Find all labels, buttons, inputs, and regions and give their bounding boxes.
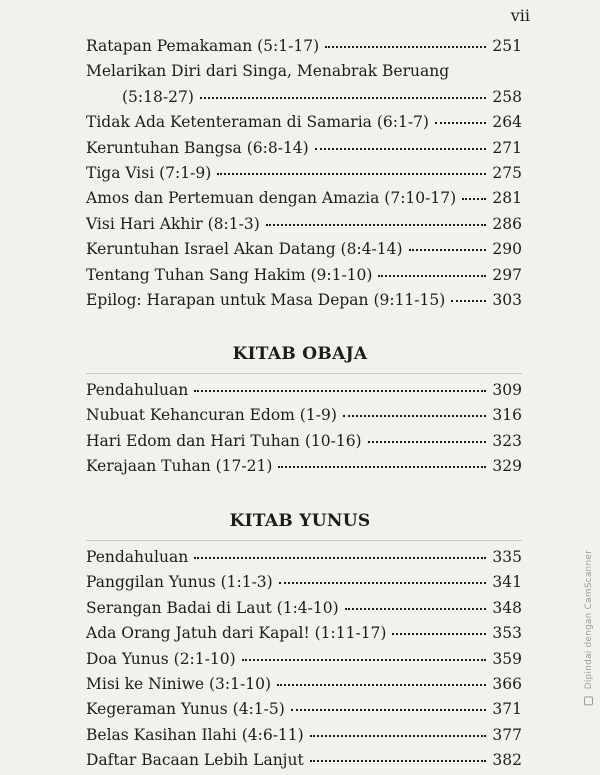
toc-entry[interactable]: [86, 748, 522, 773]
toc-entry-page: 341: [492, 573, 522, 592]
toc-entry-label: (5:18-27): [122, 87, 194, 106]
toc-entry-label: Ada Orang Jatuh dari Kapal! (1:11-17): [86, 624, 387, 643]
dot-leader: [266, 224, 487, 226]
toc-entry-page: 329: [492, 457, 522, 476]
dot-leader: [462, 198, 486, 200]
toc-entry-label: Tidak Ada Ketenteraman di Samaria (6:1-7): [86, 113, 429, 132]
toc-entry-page: 377: [492, 725, 522, 744]
toc-entry[interactable]: [86, 647, 522, 672]
toc-entry-label: Kerajaan Tuhan (17-21): [86, 457, 273, 476]
dot-leader: [392, 633, 486, 635]
toc-entry-page: 258: [492, 87, 522, 106]
dot-leader: [200, 97, 487, 99]
toc-entry[interactable]: [86, 110, 522, 135]
toc-entry-page: 359: [492, 649, 522, 668]
toc-entry[interactable]: [86, 212, 522, 237]
watermark-text: Dipindai dengan CamScanner: [584, 549, 594, 689]
toc-entry-label: Daftar Bacaan Lebih Lanjut: [86, 751, 304, 770]
toc-entry-label: Panggilan Yunus (1:1-3): [86, 573, 273, 592]
toc-entry-label: Tentang Tuhan Sang Hakim (9:1-10): [86, 265, 373, 284]
toc-entry-label: Pendahuluan: [86, 381, 189, 399]
dot-leader: [242, 659, 487, 661]
toc-entry[interactable]: [86, 34, 522, 59]
dot-leader: [368, 441, 487, 443]
toc-entry-label: Amos dan Pertemuan dengan Amazia (7:10-17): [86, 189, 457, 208]
toc-entry-page: 348: [492, 598, 522, 617]
toc-entry-page: 286: [492, 214, 522, 233]
toc-entry-page: 366: [492, 674, 522, 693]
dot-leader: [194, 390, 486, 392]
toc-entry-page: 271: [492, 138, 522, 157]
toc-entry-label: Hari Edom dan Hari Tuhan (10-16): [86, 431, 362, 450]
toc-entry-label: Kegeraman Yunus (4:1-5): [86, 700, 285, 719]
toc-entry-label: Belas Kasihan Ilahi (4:6-11): [86, 725, 304, 744]
toc-entry-label: Tiga Visi (7:1-9): [86, 163, 212, 182]
dot-leader: [378, 275, 486, 277]
toc-entry[interactable]: [86, 621, 522, 646]
dot-leader: [277, 684, 486, 686]
dot-leader: [291, 709, 487, 711]
dot-leader: [345, 608, 487, 610]
toc-entry[interactable]: [86, 161, 522, 186]
toc-entry-page: 297: [492, 265, 522, 284]
section-heading-yunus: KITAB YUNUS: [229, 511, 371, 531]
camscanner-watermark: [584, 550, 594, 705]
toc-yunus-list: [86, 545, 522, 774]
toc-entry[interactable]: [86, 454, 522, 479]
toc-obaja-list: [86, 378, 522, 480]
toc-entry-page: 316: [492, 406, 522, 425]
toc-entry-label: Pendahuluan: [86, 548, 189, 566]
toc-entry-label: Serangan Badai di Laut (1:4-10): [86, 598, 339, 617]
toc-entry-label: Misi ke Niniwe (3:1-10): [86, 674, 271, 693]
page-number: vii: [510, 6, 530, 25]
camscanner-icon: [585, 696, 594, 705]
toc-entry[interactable]: [86, 570, 522, 595]
toc-entry[interactable]: [86, 237, 522, 262]
toc-entry-label-line1[interactable]: Melarikan Diri dari Singa, Menabrak Beruang: [86, 62, 450, 81]
toc-entry[interactable]: [86, 697, 522, 722]
toc-entry[interactable]: [86, 723, 522, 748]
dot-leader: [325, 46, 486, 48]
toc-entry-page: 371: [492, 700, 522, 719]
toc-entry-label: Nubuat Kehancuran Edom (1-9): [86, 406, 337, 425]
dot-leader: [435, 122, 486, 124]
toc-entry[interactable]: [86, 288, 522, 313]
toc-entry[interactable]: [86, 545, 522, 570]
toc-entry-label: Visi Hari Akhir (8:1-3): [86, 214, 260, 233]
toc-entry-label: Keruntuhan Israel Akan Datang (8:4-14): [86, 240, 403, 259]
toc-entry[interactable]: [86, 263, 522, 288]
toc-entry-page: 251: [492, 37, 522, 55]
section-divider: [86, 373, 522, 374]
toc-entry-label: Doa Yunus (2:1-10): [86, 649, 236, 668]
section-divider: [86, 540, 522, 541]
toc-entry[interactable]: [86, 672, 522, 697]
dot-leader: [217, 173, 486, 175]
toc-entry-page: 275: [492, 163, 522, 182]
toc-entry[interactable]: [86, 429, 522, 454]
toc-entry[interactable]: [86, 186, 522, 211]
dot-leader: [310, 760, 487, 762]
toc-entry[interactable]: [86, 85, 522, 110]
toc-entry-label: Ratapan Pemakaman (5:1-17): [86, 37, 320, 55]
toc-entry-page: 335: [492, 548, 522, 566]
toc-entry-page: 382: [492, 751, 522, 770]
dot-leader: [194, 557, 486, 559]
dot-leader: [409, 249, 487, 251]
toc-entry-page: 281: [492, 189, 522, 208]
toc-entry[interactable]: [86, 403, 522, 428]
dot-leader: [451, 300, 486, 302]
dot-leader: [279, 582, 487, 584]
toc-entry-page: 290: [492, 240, 522, 259]
toc-entry-page: 353: [492, 624, 522, 643]
dot-leader: [315, 148, 487, 150]
section-heading-obaja: KITAB OBAJA: [232, 344, 368, 364]
toc-entry[interactable]: [86, 136, 522, 161]
toc-entry-label: Epilog: Harapan untuk Masa Depan (9:11-15): [86, 290, 446, 309]
toc-entry-page: 303: [492, 290, 522, 309]
toc-entry-page: 323: [492, 431, 522, 450]
toc-entry-page: 309: [492, 381, 522, 399]
toc-amos-list: [86, 34, 522, 313]
dot-leader: [278, 466, 486, 468]
toc-entry-page: 264: [492, 113, 522, 132]
dot-leader: [343, 415, 487, 417]
dot-leader: [310, 735, 487, 737]
toc-entry[interactable]: [86, 378, 522, 403]
toc-entry-label: Keruntuhan Bangsa (6:8-14): [86, 138, 309, 157]
toc-entry[interactable]: [86, 596, 522, 621]
